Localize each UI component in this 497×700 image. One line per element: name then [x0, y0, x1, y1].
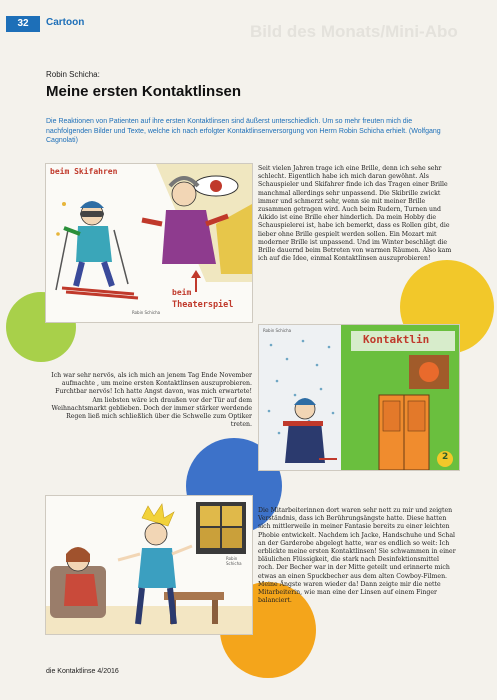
cartoon-optician-interior — [45, 495, 253, 635]
cartoon-2-door-number: 2 — [442, 452, 449, 462]
cartoon-1-label-bottom-2: Theaterspiel — [172, 300, 234, 310]
cartoon-2-drawing — [259, 325, 459, 470]
paragraph-2 — [44, 372, 252, 429]
author-line: Robin Schicha: — [46, 70, 100, 79]
paragraph-1-text: Seit vielen Jahren trage ich eine Brille, denn ich sehe sehr schlecht. Eigentlich habe ich mich daran gewöhnt. Als Schauspieler und Skifahrer finde ich das Tragen einer Brille manchmal allerdings sehr unpassend. Die Skibrille zwickt immer und schmerzt sehr, wenn sie mit meiner Brille zusammen getragen wird. Auch beim Rudern, Turnen und Aikido ist eine Brille eher hinderlich. Da mein Hobby die Schauspielerei ist, habe ich bemerkt, dass es Rollen gibt, die lieber ohne Brille gespielt werden sollen. Ein Mozart mit moderner Brille ist unpassend. Und im Winter beschlägt die Brille dauernd beim Betreten von warmen Räumen. Also kam ich auf die Idee, einmal Kontaktlinsen auszuprobieren! — [258, 165, 452, 263]
show-through-heading: Bild des Monats/Mini-Abo — [250, 22, 458, 41]
section-label: Cartoon — [46, 17, 85, 28]
cartoon-1-label-top: beim Skifahren — [50, 167, 118, 176]
cartoon-optician-shop — [258, 324, 460, 471]
cartoon-skiing-theatre — [45, 163, 253, 323]
cartoon-3-signature: Robin Schicha — [226, 556, 242, 566]
cartoon-1-signature: Robin Schicha — [132, 310, 161, 315]
cartoon-1-drawing — [46, 164, 252, 322]
cartoon-1-label-bottom-1: beim — [172, 288, 192, 297]
paragraph-3-text: Die Mitarbeiterinnen dort waren sehr nett zu mir und zeigten Verständnis, dass ich Berührungsängste hatte. Diese hatten sich mittlerweile in meiner Fantasie bereits zu einer leichten Phobie entwickelt. Nachdem ich Jacke, Handschuhe und Schal an der Garderobe abgelegt hatte, war es endlich so weit: Ich erblickte meine ersten Kontaktlinsen! Sie schwammen in einer bläulichen Flüssigkeit, die stark nach Desinfektionsmittel roch. Der Becher war in der Mitte geteilt und erinnerte mich etwas an einen Spuckbecher aus dem alten Cowboy-Filmen. Meine Ängste waren wieder da! Dann zeigte mir die nette Mitarbeiterin, wie man eine der Linsen auf einem Finger balanciert. — [258, 507, 456, 605]
paragraph-3 — [258, 507, 456, 605]
page-footer: die Kontaktlinse 4/2016 — [46, 668, 119, 675]
cartoon-2-signature: Robin Schicha — [263, 328, 292, 333]
page-number: 32 — [6, 16, 40, 32]
article-title: Meine ersten Kontaktlinsen — [46, 83, 242, 100]
cartoon-2-sign: Kontaktlin — [363, 333, 430, 346]
article-intro: Die Reaktionen von Patienten auf ihre ersten Kontaktlinsen sind äußerst unterschiedlich. Um so mehr freuten mich die nachfolgenden Bilder und Texte, welche ich nach erfolgter Kontaktlinsenversorgung von Herrn Robin Schicha erhielt. (Wolfgang Cagnolati) — [46, 118, 441, 144]
cartoon-3-drawing — [46, 496, 252, 634]
paragraph-1 — [258, 165, 456, 263]
paragraph-2-text: Ich war sehr nervös, als ich mich an jenem Tag Ende November aufmachte , um meine ersten Kontaktlinsen auszuprobieren. Furchtbar nervös! Ich hatte Angst davon, was mich erwartete! Am liebsten wäre ich draußen vor der Tür auf dem Weihnachtsmarkt geblieben. Doch der immer stärker werdende Regen ließ mich schließlich über die Schwelle zum Optiker treten. — [51, 372, 252, 429]
